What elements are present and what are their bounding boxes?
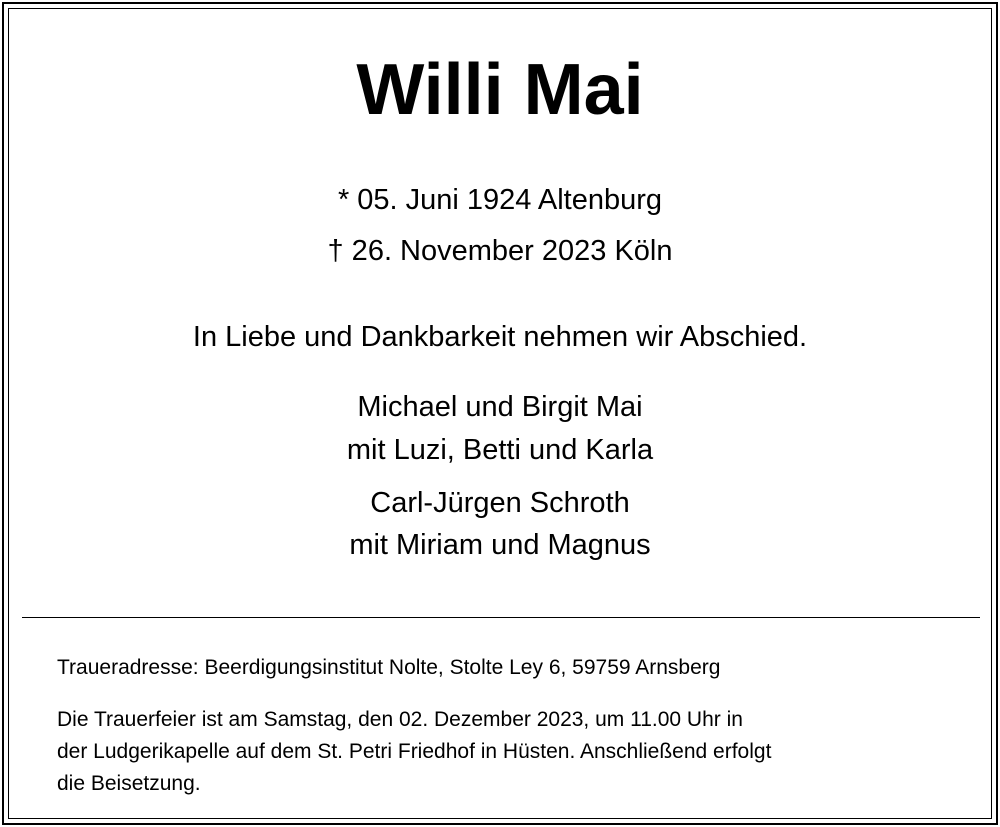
- mourning-address: Traueradresse: Beerdigungsinstitut Nolte, Stolte Ley 6, 59759 Arnsberg: [57, 656, 721, 679]
- deceased-name: Willi Mai: [356, 50, 644, 130]
- separator-line: [22, 617, 980, 618]
- death-line: † 26. November 2023 Köln: [327, 235, 673, 267]
- mourner-family-2-name: Carl-Jürgen Schroth: [370, 487, 630, 519]
- ceremony-line: der Ludgerikapelle auf dem St. Petri Friedhof in Hüsten. Anschließend erfolgt: [57, 740, 772, 763]
- farewell-text: In Liebe und Dankbarkeit nehmen wir Abschied.: [192, 321, 808, 353]
- mourner-family-1-members: mit Luzi, Betti und Karla: [346, 434, 654, 466]
- mourner-family-1-name: Michael und Birgit Mai: [357, 391, 643, 423]
- birth-line: * 05. Juni 1924 Altenburg: [337, 184, 663, 216]
- ceremony-line: die Beisetzung.: [57, 772, 201, 795]
- ceremony-details: [57, 704, 957, 800]
- ceremony-line: Die Trauerfeier ist am Samstag, den 02. Dezember 2023, um 11.00 Uhr in: [57, 708, 743, 731]
- mourner-family-2-members: mit Miriam und Magnus: [349, 529, 651, 561]
